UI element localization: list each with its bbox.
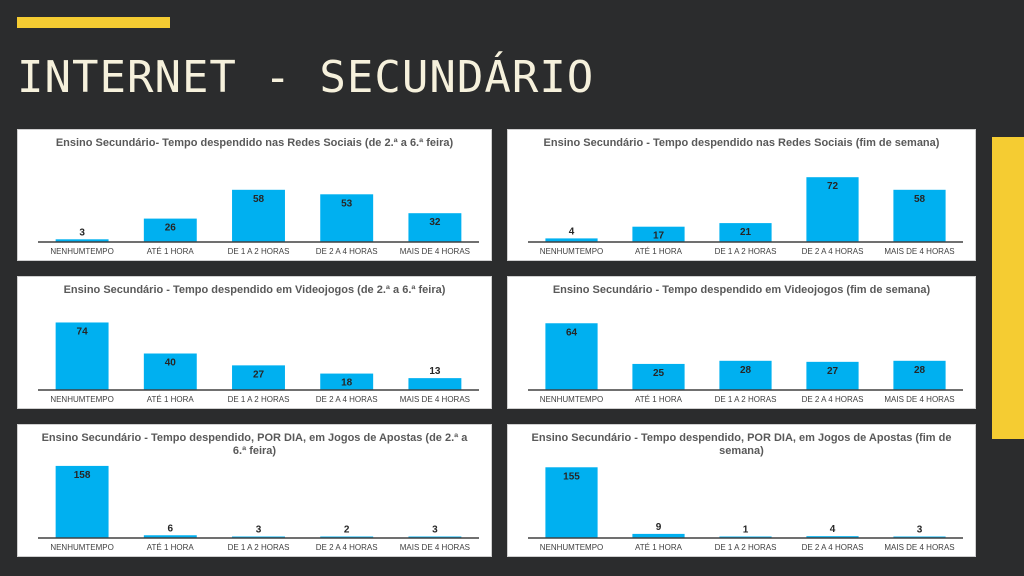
data-label: 4 (829, 524, 836, 536)
bar (408, 378, 461, 390)
data-label: 9 (655, 521, 662, 533)
chart-title: Ensino Secundário - Tempo despendido, POR DIA, em Jogos de Apostas (fim de semana) (531, 432, 952, 457)
data-label: 17 (652, 230, 665, 242)
tick-label: ATÉ 1 HORA (146, 247, 194, 256)
accent-bar-right (992, 137, 1024, 439)
tick-label: ATÉ 1 HORA (635, 543, 682, 552)
chart-title: Ensino Secundário - Tempo despendido em Videojogos (fim de semana) (552, 284, 931, 296)
tick-label: DE 1 A 2 HORAS (714, 247, 777, 256)
tick-label: NENHUMTEMPO (539, 247, 604, 256)
data-label: 32 (429, 217, 441, 229)
tick-label: NENHUMTEMPO (50, 395, 114, 404)
chart-svg (508, 130, 977, 262)
chart-title: Ensino Secundário - Tempo despendido nas Redes Sociais (fim de semana) (543, 137, 940, 149)
data-label: 13 (429, 366, 441, 378)
data-label: 1 (742, 524, 749, 536)
chart-panel-1 (17, 129, 492, 261)
tick-label: MAIS DE 4 HORAS (884, 247, 955, 256)
tick-label: NENHUMTEMPO (539, 543, 604, 552)
data-label: 72 (826, 181, 839, 193)
tick-label: DE 2 A 4 HORAS (801, 247, 864, 256)
data-label: 27 (252, 369, 265, 381)
chart-svg (18, 277, 493, 410)
data-label: 27 (826, 365, 839, 377)
tick-label: DE 2 A 4 HORAS (315, 247, 378, 256)
tick-label: ATÉ 1 HORA (146, 395, 194, 404)
tick-label: MAIS DE 4 HORAS (399, 543, 471, 552)
tick-label: NENHUMTEMPO (50, 543, 114, 552)
chart-panel-6 (507, 424, 976, 557)
tick-label: DE 2 A 4 HORAS (801, 395, 864, 404)
data-label: 58 (913, 193, 926, 205)
data-label: 28 (739, 364, 752, 376)
data-label: 155 (563, 471, 580, 483)
data-label: 26 (164, 222, 176, 234)
tick-label: DE 2 A 4 HORAS (315, 395, 378, 404)
tick-label: DE 1 A 2 HORAS (227, 247, 290, 256)
chart-panel-4 (507, 276, 976, 409)
data-label: 58 (252, 193, 265, 205)
data-label: 74 (76, 326, 88, 338)
chart-title: Ensino Secundário- Tempo despendido nas Redes Sociais (de 2.ª a 6.ª feira) (55, 137, 454, 149)
data-label: 3 (432, 524, 438, 536)
tick-label: ATÉ 1 HORA (635, 395, 682, 404)
data-label: 3 (255, 524, 262, 536)
data-label: 28 (913, 364, 926, 376)
tick-label: DE 1 A 2 HORAS (714, 395, 777, 404)
data-label: 21 (739, 227, 752, 239)
chart-panel-5 (17, 424, 492, 557)
data-label: 18 (341, 377, 353, 389)
data-label: 40 (164, 357, 176, 369)
data-label: 3 (79, 227, 85, 239)
tick-label: MAIS DE 4 HORAS (884, 543, 955, 552)
chart-panel-2 (507, 129, 976, 261)
tick-label: NENHUMTEMPO (539, 395, 604, 404)
tick-label: MAIS DE 4 HORAS (884, 395, 955, 404)
chart-panel-3 (17, 276, 492, 409)
tick-label: DE 1 A 2 HORAS (714, 543, 777, 552)
data-label: 4 (568, 226, 575, 238)
chart-svg (18, 425, 493, 558)
data-label: 3 (916, 524, 923, 536)
tick-label: NENHUMTEMPO (50, 247, 114, 256)
slide-title: INTERNET - SECUNDÁRIO (17, 52, 595, 103)
tick-label: DE 1 A 2 HORAS (227, 395, 290, 404)
accent-bar-top (17, 17, 170, 28)
data-label: 64 (565, 327, 578, 339)
chart-title: Ensino Secundário - Tempo despendido, POR DIA, em Jogos de Apostas (de 2.ª a 6.ª feira) (41, 432, 468, 457)
data-label: 25 (652, 367, 665, 379)
tick-label: DE 2 A 4 HORAS (315, 543, 378, 552)
tick-label: DE 1 A 2 HORAS (227, 543, 290, 552)
data-label: 6 (167, 523, 174, 535)
tick-label: DE 2 A 4 HORAS (801, 543, 864, 552)
chart-title: Ensino Secundário - Tempo despendido em Videojogos (de 2.ª a 6.ª feira) (63, 284, 446, 296)
data-label: 158 (73, 469, 91, 481)
chart-svg (508, 277, 977, 410)
data-label: 53 (341, 198, 353, 210)
tick-label: ATÉ 1 HORA (146, 543, 194, 552)
tick-label: MAIS DE 4 HORAS (399, 395, 471, 404)
chart-svg (508, 425, 977, 558)
chart-svg (18, 130, 493, 262)
data-label: 2 (343, 524, 350, 536)
tick-label: MAIS DE 4 HORAS (399, 247, 471, 256)
tick-label: ATÉ 1 HORA (635, 247, 682, 256)
